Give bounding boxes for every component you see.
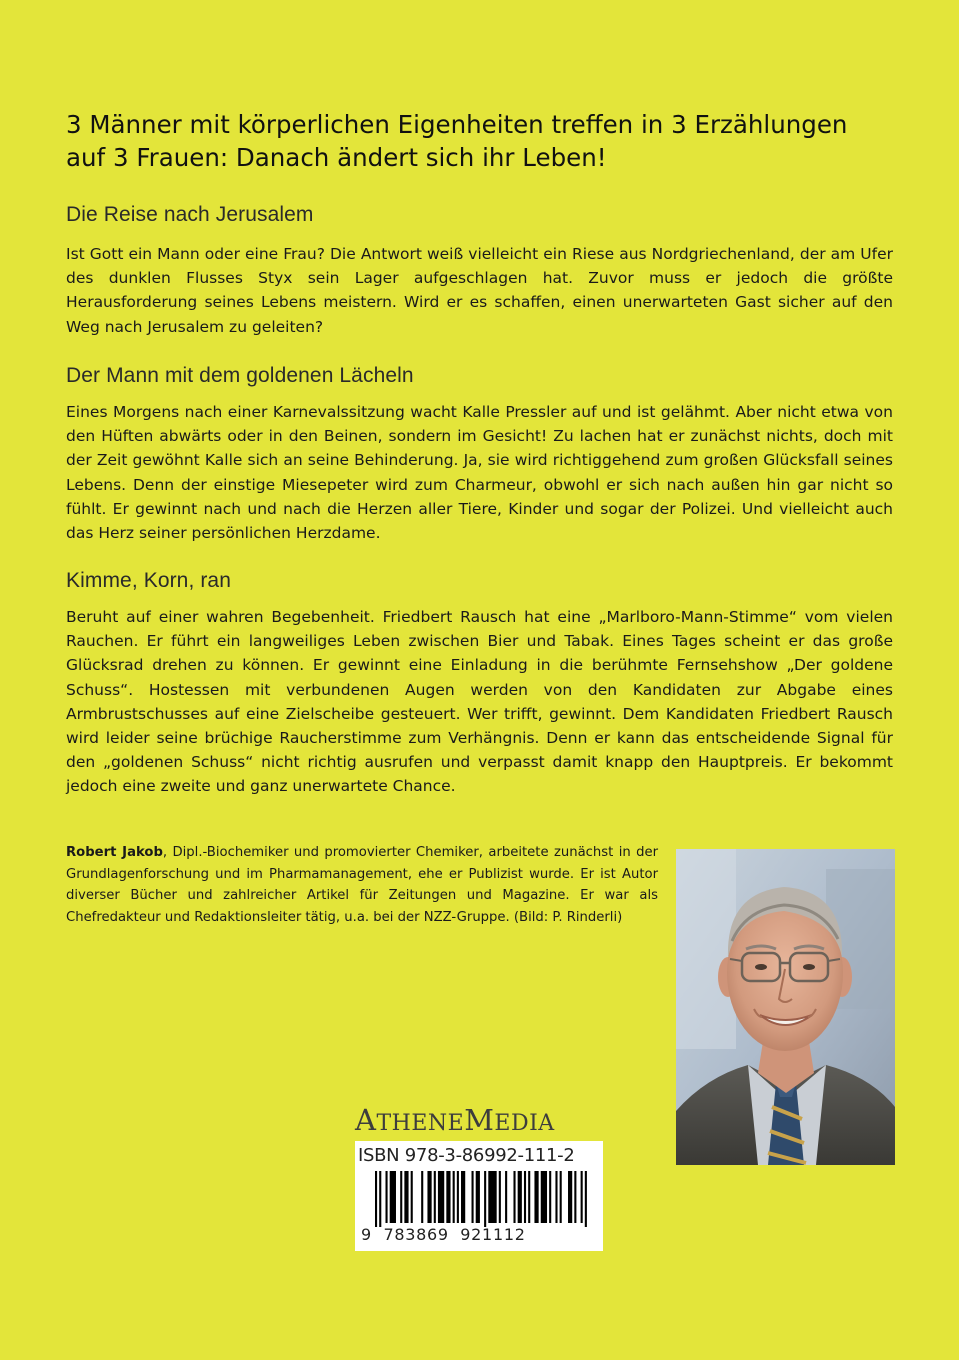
- logo-letter-m: M: [464, 1103, 495, 1137]
- barcode-bar: [476, 1171, 480, 1223]
- barcode-bar: [560, 1171, 562, 1223]
- barcode-bar: [457, 1171, 459, 1223]
- barcode-bar: [375, 1171, 377, 1227]
- barcode-bar: [505, 1171, 507, 1223]
- headline-line-1: 3 Männer mit körperlichen Eigenheiten treffen in 3 Erzählungen: [66, 110, 848, 139]
- author-portrait-image: [676, 849, 895, 1165]
- barcode-bar: [390, 1171, 396, 1223]
- logo-text-edia: EDIA: [494, 1111, 555, 1136]
- author-name: Robert Jakob: [66, 845, 163, 860]
- publisher-logo: [355, 1100, 605, 1140]
- barcode-bar: [568, 1171, 572, 1223]
- barcode-bar: [585, 1171, 587, 1227]
- story-1-text: Ist Gott ein Mann oder eine Frau? Die Antwort weiß vielleicht ein Riese aus Nordgriechenland, der am Ufer des dunklen Flusses Styx sein Lager aufgeschlagen hat. Zuvor muss er jedoch die größte Herausforderung seines Lebens meistern. Wird er es schaffen, einen unerwarteten Gast sicher auf den Weg nach Jerusalem zu geleiten?: [66, 245, 893, 336]
- barcode-bar: [411, 1171, 413, 1223]
- barcode-bar: [549, 1171, 551, 1223]
- headline-line-2: auf 3 Frauen: Danach ändert sich ihr Leben!: [66, 143, 607, 172]
- barcode-bar: [499, 1171, 501, 1223]
- isbn-barcode: [355, 1141, 603, 1251]
- barcode-bar: [555, 1171, 557, 1223]
- author-bio: [66, 842, 658, 928]
- barcode-bar: [404, 1171, 408, 1223]
- cover-headline: [66, 108, 896, 174]
- barcode-bar: [484, 1171, 486, 1227]
- barcode-bar: [513, 1171, 515, 1223]
- story-2-text: Eines Morgens nach einer Karnevalssitzung wacht Kalle Pressler auf und ist gelähmt. Aber nicht etwa von den Hüften abwärts oder in den Beinen, sondern im Gesicht! Zu lachen hat er zunächst nichts, doch mit der Zeit gewöhnt Kalle sich an seine Behinderung. Ja, sie wird richtiggehend zum großen Glücksfall seines Lebens. Denn der einstige Miesepeter wird zum Charmeur, obwohl er sich nach außen hin gar nicht so fühlt. Er gewinnt nach und nach die Herzen aller Tiere, Kinder und sogar der Polizei. Und vielleicht auch das Herz seiner persönlichen Herzdame.: [66, 403, 893, 543]
- story-3-text: Beruht auf einer wahren Begebenheit. Friedbert Rausch hat eine „Marlboro-Mann-Stimme“ vom vielen Rauchen. Er führt ein langweiliges Leben zwischen Bier und Tabak. Eines Tages scheint er das große Glücksrad drehen zu können. Er gewinnt eine Einladung in die berühmte Fernsehshow „Der goldene Schuss“. Hostessen mit verbundenen Augen werden von den Kandidaten zur Abgabe eines Armbrustschusses auf eine Zielscheibe gesteuert. Wer trifft, gewinnt. Dem Kandidaten Friedbert Rausch wird leider seine brüchige Raucherstimme zum Verhängnis. Denn er kann das entscheidende Signal für den „goldenen Schuss“ nicht richtig ausrufen und verpasst damit knapp den Hauptpreis. Er bekommt jedoch eine zweite und ganz unerwartete Chance.: [66, 608, 893, 796]
- logo-text-thene: THENE: [376, 1111, 465, 1136]
- barcode-bar: [434, 1171, 436, 1223]
- author-photo: [676, 849, 895, 1165]
- barcode-bar: [541, 1171, 547, 1223]
- barcode-bar: [385, 1171, 387, 1223]
- barcode-bar: [581, 1171, 583, 1223]
- barcode-bar: [488, 1171, 496, 1223]
- barcode-bar: [528, 1171, 530, 1223]
- barcode-bar: [472, 1171, 474, 1223]
- barcode-bar: [438, 1171, 444, 1223]
- story-1-title: Die Reise nach Jerusalem: [66, 203, 314, 226]
- isbn-label: ISBN 978-3-86992-111-2: [358, 1145, 575, 1166]
- story-3-title: Kimme, Korn, ran: [66, 569, 231, 592]
- barcode-bar: [427, 1171, 431, 1223]
- barcode-bar: [453, 1171, 455, 1223]
- barcode-bar: [534, 1171, 538, 1223]
- barcode-bars: [375, 1171, 589, 1227]
- barcode-bar: [461, 1171, 465, 1223]
- barcode-bar: [446, 1171, 450, 1223]
- barcode-bar: [518, 1171, 522, 1223]
- barcode-bar: [400, 1171, 402, 1223]
- ean-digits: 9 783869 921112: [361, 1225, 526, 1244]
- logo-letter-a: A: [355, 1103, 377, 1137]
- author-bio-text: , Dipl.-Biochemiker und promovierter Chemiker, arbeitete zunächst in der Grundlagenforschung und im Pharmamanagement, ehe er Publizist wurde. Er ist Autor diverser Bücher und zahlreicher Artikel für Zeitungen und Magazine. Er war als Chefredakteur und Redaktionsleiter tätig, u.a. bei der NZZ-Gruppe. (Bild: P. Rinderli): [66, 845, 658, 925]
- barcode-bar: [421, 1171, 423, 1223]
- barcode-bar: [379, 1171, 381, 1227]
- barcode-bar: [524, 1171, 526, 1223]
- story-2-title: Der Mann mit dem goldenen Lächeln: [66, 364, 414, 387]
- barcode-bar: [574, 1171, 576, 1223]
